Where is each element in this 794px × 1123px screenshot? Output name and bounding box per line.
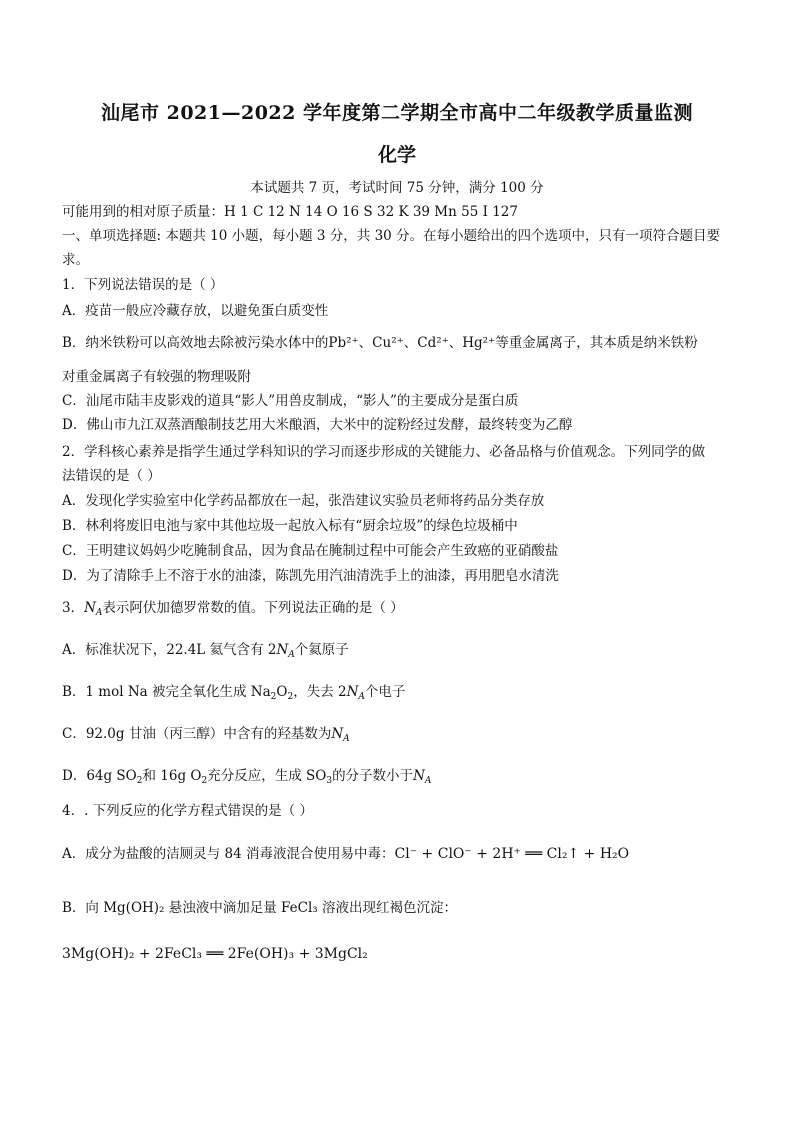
q3-option-c (62, 722, 350, 744)
q1-option-b-post: 等重金属离子，其本质是纳米铁粉 (495, 335, 698, 351)
q3-d-text-mid2: 充分反应，生成 SO (207, 768, 327, 784)
exam-info: 本试题共 7 页，考试时间 75 分钟，满分 100 分 (250, 180, 544, 196)
q3-stem (62, 596, 404, 618)
q1-option-b-ions: Pb²⁺、Cu²⁺、Cd²⁺、Hg²⁺ (328, 335, 496, 351)
avogadro-symbol: N (413, 768, 425, 784)
avogadro-subscript: A (343, 734, 350, 744)
exam-subject: 化学 (377, 144, 416, 166)
avogadro-symbol: N (84, 600, 96, 616)
q1-option-b (62, 331, 698, 351)
q3-c-text: C．92.0g 甘油（丙三醇）中含有的羟基数为 (62, 726, 332, 742)
q1-option-c: C．汕尾市陆丰皮影戏的道具“影人”用兽皮制成，“影人”的主要成分是蛋白质 (62, 393, 519, 409)
q2-option-a: A．发现化学实验室中化学药品都放在一起，张浩建议实验员老师将药品分类存放 (62, 493, 545, 509)
q3-d-text-end: 的分子数小于 (332, 768, 414, 784)
q4-option-b: B．向 Mg(OH)₂ 悬浊液中滴加足量 FeCl₃ 溶液出现红褐色沉淀： (62, 900, 458, 916)
q3-b-text-end: 个电子 (364, 684, 406, 700)
q1-option-b-pre: B．纳米铁粉可以高效地去除被污染水体中的 (62, 335, 329, 351)
avogadro-subscript: A (288, 650, 295, 660)
q2-option-b: B．林利将废旧电池与家中其他垃圾一起放入标有“厨余垃圾”的绿色垃圾桶中 (62, 518, 518, 534)
q1-stem: 1．下列说法错误的是（ ） (62, 277, 224, 293)
q4-a-text: A．成分为盐酸的洁厕灵与 84 消毒液混合使用易中毒： (62, 846, 395, 862)
q4-a-equation: Cl⁻ + ClO⁻ + 2H⁺ ══ Cl₂↑ + H₂O (394, 846, 630, 862)
q1-option-d: D．佛山市九江双蒸酒酿制技艺用大米酿酒，大米中的淀粉经过发酵，最终转变为乙醇 (62, 417, 573, 433)
q3-option-b: B．1 mol Na 被完全氧化生成 $Na_2O_2$，失去 $2N_A$个电子 (62, 684, 406, 702)
q3-d-text-mid: 和 16g O (142, 768, 202, 784)
avogadro-symbol: N (331, 726, 344, 742)
q1-option-b-cont: 对重金属离子有较强的物理吸附 (62, 369, 251, 385)
q2-option-d: D．为了清除手上不溶于水的油漆，陈凯先用汽油清洗手上的油漆，再用肥皂水清洗 (62, 568, 559, 584)
q3-a-text: A．标准状况下，22.4L 氦气含有 2 (62, 642, 277, 658)
avogadro-symbol: N (276, 642, 289, 658)
q2-stem-cont: 法错误的是（ ） (62, 468, 161, 484)
avogadro-subscript: A (424, 776, 432, 786)
avogadro-subscript: A (358, 692, 365, 702)
q3-option-d: D．64g $SO_2$和 16g $O_2$充分反应，生成 $SO_3$的分子数小于$N_A$ (62, 768, 432, 786)
q2-option-c: C．王明建议妈妈少吃腌制食品，因为食品在腌制过程中可能会产生致癌的亚硝酸盐 (62, 543, 559, 559)
atomic-masses: 可能用到的相对原子质量：H 1 C 12 N 14 O 16 S 32 K 39 Mn 55 I 127 (62, 204, 518, 220)
q4-stem: 4．. 下列反应的化学方程式错误的是（ ） (62, 803, 313, 819)
q4-option-a (62, 842, 629, 862)
q3-option-a (62, 638, 349, 660)
q3-a-text-end: 个氦原子 (294, 642, 349, 658)
avogadro-symbol: N (346, 684, 359, 700)
section1-heading: 一、单项选择题: 本题共 10 小题，每小题 3 分，共 30 分。在每小题给出的四个选项中，只有一项符合题目要 (62, 228, 721, 244)
section1-heading-cont: 求。 (62, 252, 89, 268)
q1-option-a: A．疫苗一般应冷藏存放，以避免蛋白质变性 (62, 303, 329, 319)
q3-number: 3． (62, 600, 85, 616)
q3-b-text-mid: ，失去 2 (293, 684, 347, 700)
q2-stem: 2．学科核心素养是指学生通过学科知识的学习而逐步形成的关键能力、必备品格与价值观念。下列同学的做 (62, 444, 706, 460)
q3-d-text: D．64g SO (62, 768, 137, 784)
q3-b-oxygen: O (276, 684, 288, 700)
avogadro-subscript: A (95, 608, 103, 618)
q4-b-equation: 3Mg(OH)₂ + 2FeCl₃ ══ 2Fe(OH)₃ + 3MgCl₂ (62, 946, 368, 962)
q3-b-text: B．1 mol Na 被完全氧化生成 Na (62, 684, 271, 700)
exam-title: 汕尾市 2021—2022 学年度第二学期全市高中二年级教学质量监测 (101, 102, 693, 124)
q3-stem-text: 表示阿伏加德罗常数的值。下列说法正确的是（ ） (102, 600, 404, 616)
